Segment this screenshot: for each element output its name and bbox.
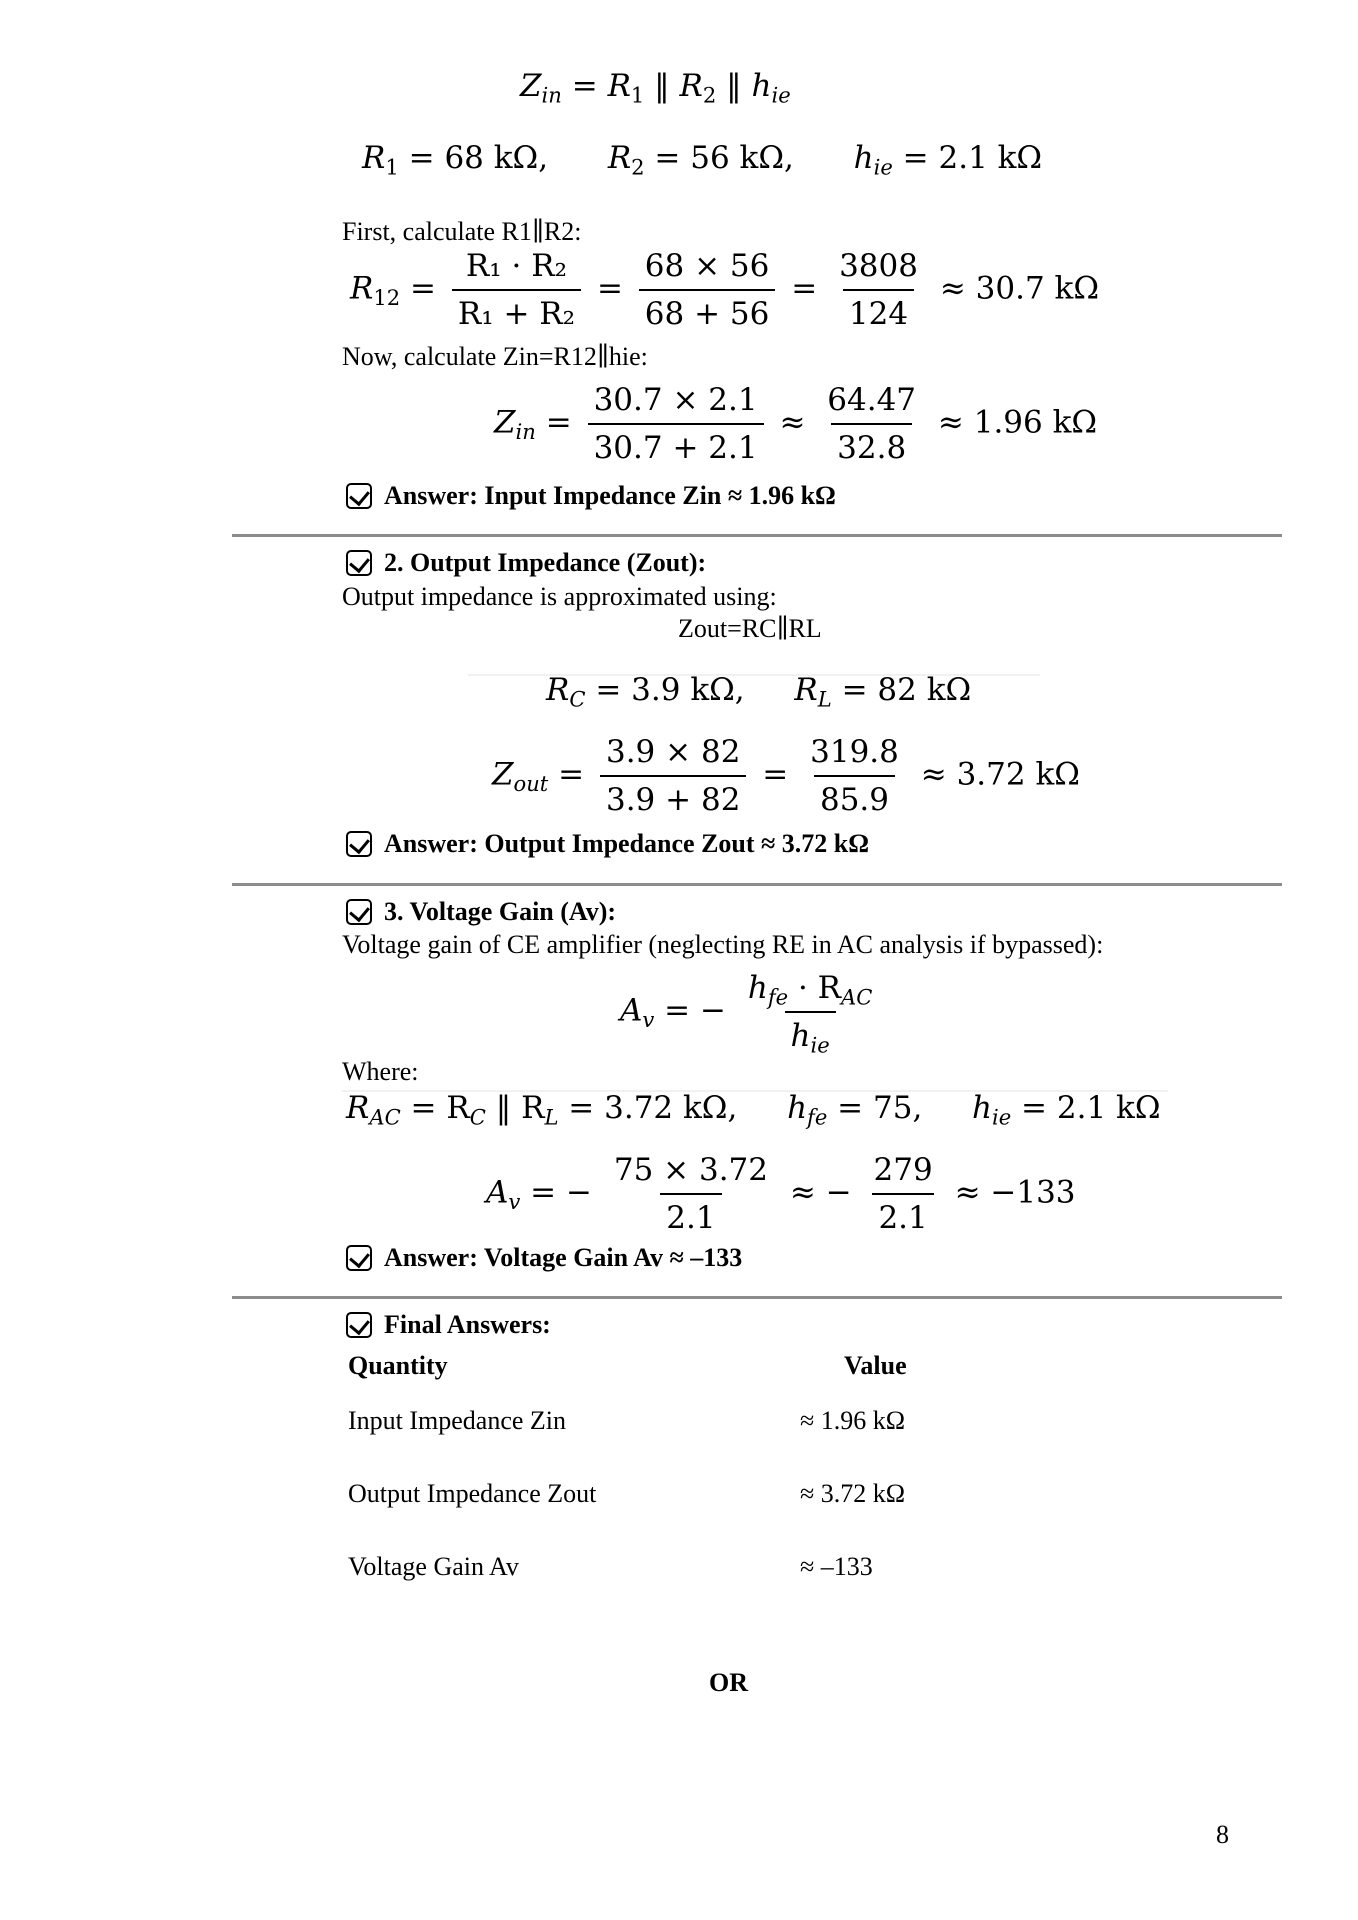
- zout-formula-text: Zout=RC∥RL: [678, 614, 822, 643]
- or-separator: OR: [709, 1668, 748, 1697]
- checkbox-icon: [346, 1245, 372, 1271]
- final-table-row-value: ≈ 1.96 kΩ: [800, 1406, 906, 1435]
- section-divider: [232, 883, 1282, 886]
- section3-heading: 3. Voltage Gain (Av):: [346, 897, 616, 927]
- answer-voltage-gain: Answer: Voltage Gain Av ≈ –133: [346, 1243, 742, 1273]
- page-number: 8: [1216, 1820, 1229, 1849]
- given-values-r1-r2-hie: $R_1 = 68$ kΩ, $R_2 = 56$ kΩ, $h_{ie} = 2.1$ kΩ: [362, 140, 1043, 180]
- av-equation: $A_v$ = − $\frac{75 \times 3.72}{2.1}$ ≈ − $\frac{279}{2.1}$ ≈ −133: [486, 1152, 1076, 1236]
- section3-intro: Voltage gain of CE amplifier (neglecting RE in AC analysis if bypassed):: [342, 930, 1104, 959]
- answer-input-impedance: Answer: Input Impedance Zin ≈ 1.96 kΩ: [346, 481, 836, 511]
- final-table-row-quantity: Output Impedance Zout: [348, 1479, 597, 1508]
- checkbox-icon: [346, 831, 372, 857]
- where-label: Where:: [342, 1057, 419, 1086]
- answer-output-impedance: Answer: Output Impedance Zout ≈ 3.72 kΩ: [346, 829, 869, 859]
- checkbox-icon: [346, 899, 372, 925]
- section-divider: [232, 534, 1282, 537]
- final-table-header-value: Value: [844, 1351, 907, 1380]
- final-table-row-quantity: Input Impedance Zin: [348, 1406, 567, 1435]
- given-rac-hfe-hie: $R_{AC} = R_C$ ‖ $R_L = 3.72$ kΩ, $h_{fe} = 75$, $h_{ie} = 2.1$ kΩ: [346, 1090, 1161, 1130]
- section2-intro: Output impedance is approximated using:: [342, 582, 777, 611]
- checkbox-icon: [346, 1312, 372, 1338]
- step2-text: Now, calculate Zin=R12∥hie:: [342, 342, 648, 371]
- checkbox-icon: [346, 550, 372, 576]
- step1-text: First, calculate R1∥R2:: [342, 217, 582, 246]
- zin-definition-formula: $Z_{in} = R_1$ ‖ $R_2$ ‖ $h_{ie}$: [520, 68, 791, 108]
- zout-equation: $Z_{out}$ = $\frac{3.9 \times 82}{3.9 + 82}$ = $\frac{319.8}{85.9}$ ≈ 3.72 kΩ: [492, 734, 1080, 818]
- zin-equation: $Z_{in}$ = $\frac{30.7 \times 2.1}{30.7 + 2.1}$ ≈ $\frac{64.47}{32.8}$ ≈ 1.96 kΩ: [494, 382, 1098, 466]
- final-answers-heading: Final Answers:: [346, 1310, 551, 1340]
- final-table-header-quantity: Quantity: [348, 1351, 448, 1380]
- av-formula: $A_v$ = − $\frac{h_{fe} \cdot R_{AC}}{h_{ie}}$: [620, 970, 873, 1058]
- section2-heading: 2. Output Impedance (Zout):: [346, 548, 706, 578]
- r12-equation: $R_{12}$ = $\frac{\text{R₁ · R₂}}{\text{R₁ + R₂}}$ = $\frac{68 \times 56}{68 + 56}$ = $\frac{3808}{124}$ ≈ 30.7 kΩ: [350, 248, 1100, 332]
- final-table-row-quantity: Voltage Gain Av: [348, 1552, 519, 1581]
- given-rc-rl: $R_C = 3.9$ kΩ, $R_L = 82$ kΩ: [546, 672, 972, 712]
- final-table-row-value: ≈ –133: [800, 1552, 873, 1581]
- section-divider: [232, 1296, 1282, 1299]
- checkbox-icon: [346, 483, 372, 509]
- final-table-row-value: ≈ 3.72 kΩ: [800, 1479, 906, 1508]
